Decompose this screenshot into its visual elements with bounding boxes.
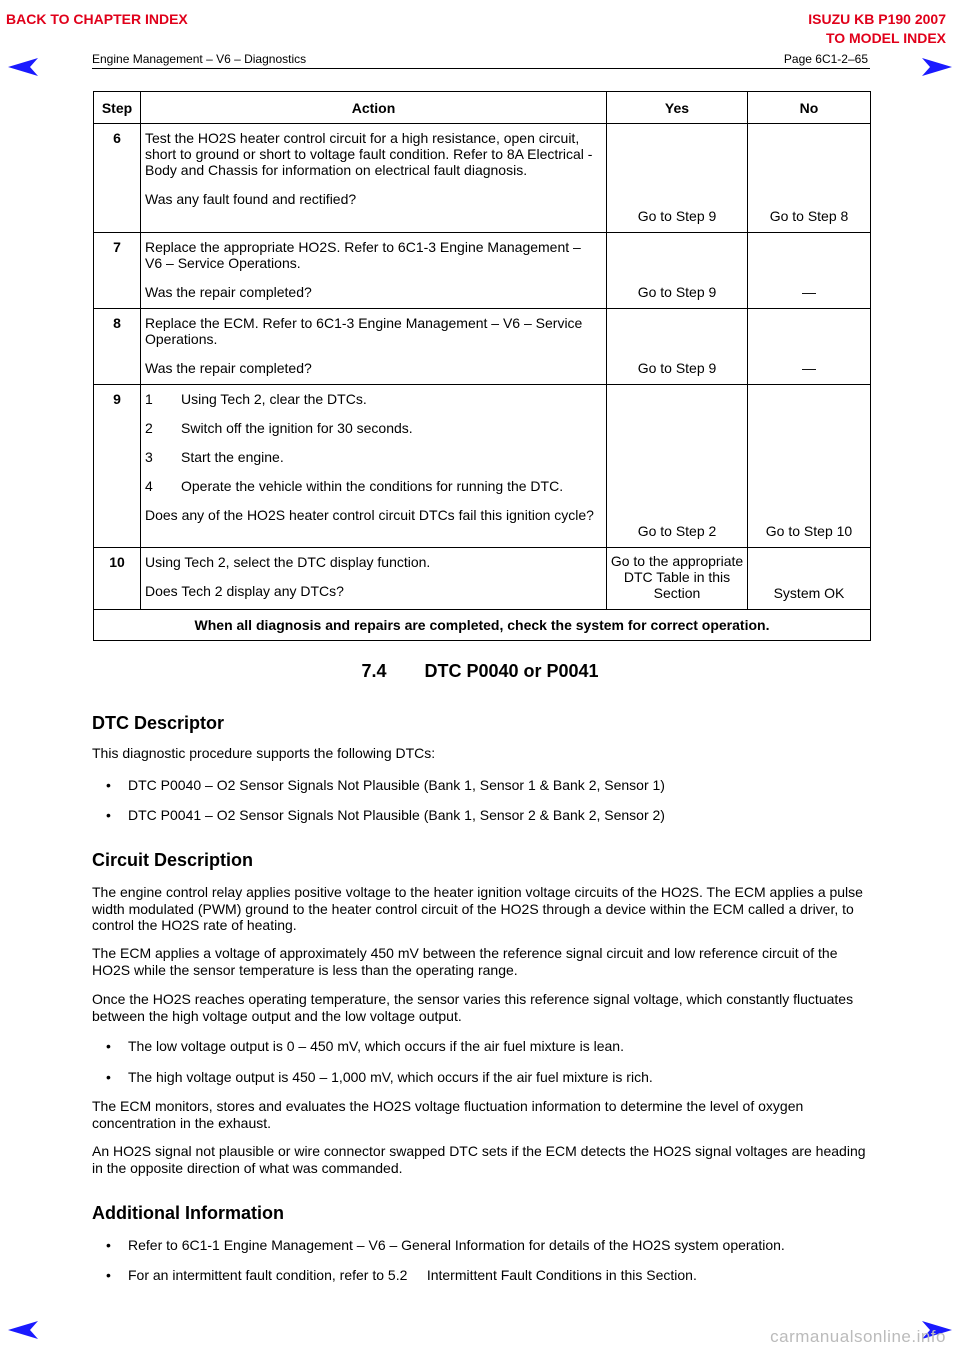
circuit-description-heading: Circuit Description xyxy=(92,850,254,870)
yes-result: Go to the appropriate DTC Table in this Section xyxy=(607,548,748,610)
table-footer-row xyxy=(94,610,871,641)
table-footer-note: When all diagnosis and repairs are completed, check the system for correct operation. xyxy=(94,610,871,641)
previous-page-arrow-icon[interactable] xyxy=(8,58,38,76)
page-number: Page 6C1-2–65 xyxy=(783,52,868,66)
step-action xyxy=(141,124,607,233)
list-item: 3 Start the engine. xyxy=(145,449,284,465)
action-text: Test the HO2S heater control circuit for a high resistance, open circuit, short to ground or short to voltage fault condition. Refer to 8A Electrical - Body and Chassis for information on electrical fault diagnosis. xyxy=(145,130,593,178)
step-action xyxy=(141,233,607,309)
no-result: Go to Step 8 xyxy=(748,124,871,233)
step-action xyxy=(141,548,607,610)
action-question: Does Tech 2 display any DTCs? xyxy=(145,583,344,599)
section-number: 7.4 xyxy=(361,661,387,681)
step-number: 8 xyxy=(94,309,141,385)
table-row xyxy=(94,124,871,233)
table-row xyxy=(94,233,871,309)
watermark-text: carmanualsonline.info xyxy=(770,1327,946,1346)
list-item: 2 Switch off the ignition for 30 seconds. xyxy=(145,420,413,436)
paragraph: The ECM applies a voltage of approximately 450 mV between the reference signal circuit and low reference circuit of the HO2S while the sensor temperature is less than the operating range. xyxy=(92,945,838,978)
no-result: — xyxy=(748,233,871,309)
header-divider xyxy=(92,68,870,69)
to-model-index-link[interactable]: TO MODEL INDEX xyxy=(825,30,946,46)
dtc-descriptor-heading: DTC Descriptor xyxy=(92,713,225,733)
yes-result: Go to Step 9 xyxy=(607,124,748,233)
table-row xyxy=(94,309,871,385)
descriptor-intro: This diagnostic procedure supports the following DTCs: xyxy=(92,745,436,761)
table-row xyxy=(94,548,871,610)
list-item: 1 Using Tech 2, clear the DTCs. xyxy=(145,391,367,407)
step-number: 9 xyxy=(94,385,141,548)
step-action xyxy=(141,385,607,548)
additional-information-heading: Additional Information xyxy=(92,1203,284,1223)
action-question: Was any fault found and rectified? xyxy=(145,191,357,207)
no-result: System OK xyxy=(748,548,871,610)
back-to-chapter-index-link[interactable]: BACK TO CHAPTER INDEX xyxy=(6,11,188,27)
section-title-text: DTC P0040 or P0041 xyxy=(424,661,599,681)
step-number: 7 xyxy=(94,233,141,309)
paragraph: An HO2S signal not plausible or wire connector swapped DTC sets if the ECM detects the HO2S signal voltages are heading in the opposite direction of what was commanded. xyxy=(92,1143,866,1176)
action-question: Was the repair completed? xyxy=(145,284,312,300)
action-text: Replace the appropriate HO2S. Refer to 6C1-3 Engine Management – V6 – Service Operations. xyxy=(145,239,581,271)
step-number: 6 xyxy=(94,124,141,233)
action-text: Replace the ECM. Refer to 6C1-3 Engine Management – V6 – Service Operations. xyxy=(145,315,583,347)
yes-result: Go to Step 9 xyxy=(607,309,748,385)
model-title-link[interactable]: ISUZU KB P190 2007 xyxy=(808,11,946,27)
column-header-yes: Yes xyxy=(607,92,748,124)
no-result: Go to Step 10 xyxy=(748,385,871,548)
previous-page-bottom-arrow-icon[interactable] xyxy=(8,1321,38,1339)
column-header-no: No xyxy=(748,92,871,124)
no-result: — xyxy=(748,309,871,385)
column-header-step: Step xyxy=(94,92,141,124)
action-question: Was the repair completed? xyxy=(145,360,312,376)
page-header-title: Engine Management – V6 – Diagnostics xyxy=(92,52,307,66)
paragraph: Once the HO2S reaches operating temperature, the sensor varies this reference signal voltage, which constantly fluctuates between the high voltage output and the low voltage output. xyxy=(92,991,854,1024)
paragraph: The engine control relay applies positive voltage to the heater ignition voltage circuits of the HO2S. The ECM applies a pulse width modulated (PWM) ground to the heater control circuit of the HO2S through a device within the ECM called a driver, to control the HO2S rate of heating. xyxy=(92,884,863,933)
action-text: Using Tech 2, select the DTC display function. xyxy=(145,554,431,570)
paragraph: The ECM monitors, stores and evaluates the HO2S voltage fluctuation information to determine the level of oxygen concentration in the exhaust. xyxy=(92,1098,804,1131)
column-header-action: Action xyxy=(141,92,607,124)
next-page-arrow-icon[interactable] xyxy=(922,58,952,76)
diagnostic-table xyxy=(93,91,871,641)
step-action xyxy=(141,309,607,385)
section-title xyxy=(0,661,960,682)
action-question: Does any of the HO2S heater control circuit DTCs fail this ignition cycle? xyxy=(145,507,594,523)
yes-result: Go to Step 9 xyxy=(607,233,748,309)
step-number: 10 xyxy=(94,548,141,610)
list-item: 4 Operate the vehicle within the conditions for running the DTC. xyxy=(145,478,564,494)
table-header-row xyxy=(94,92,871,124)
table-row xyxy=(94,385,871,548)
yes-result: Go to Step 2 xyxy=(607,385,748,548)
